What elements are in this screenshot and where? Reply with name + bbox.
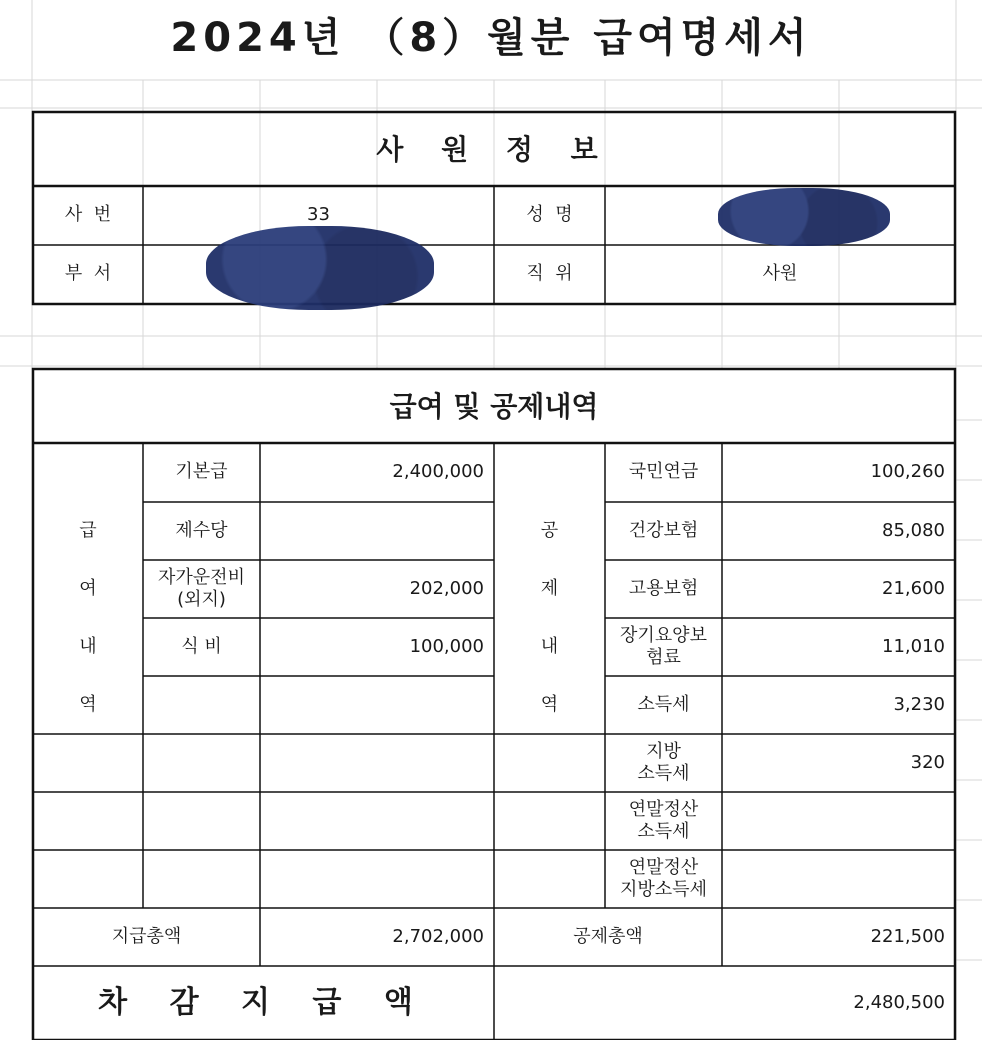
deductions-side-char: 제 (540, 577, 559, 599)
deductions-side-char: 역 (540, 693, 559, 715)
deduction-item-label: 장기요양보 험료 (620, 624, 707, 668)
earnings-item-label (143, 676, 260, 734)
earnings-side-char: 급 (79, 519, 97, 541)
deduction-item-amount: 3,230 (893, 693, 945, 715)
earnings-item-label: 제수당 (175, 519, 228, 541)
deduction-item-amount: 100,260 (870, 461, 945, 483)
deduction-item-label: 고용보험 (628, 577, 699, 599)
deduction-item-amount: 85,080 (882, 519, 945, 541)
position-value: 사원 (762, 263, 798, 285)
earnings-item-label (143, 792, 260, 850)
earnings-item-label (143, 850, 260, 908)
pay-section-header: 급여 및 공제내역 (389, 389, 599, 423)
earnings-side-char: 여 (79, 577, 97, 599)
earnings-side-char: 내 (79, 635, 97, 657)
page-title: 2024년 （8）월분 급여명세서 (170, 15, 812, 61)
redaction-mark-name (718, 188, 890, 246)
earnings-item-amount (260, 676, 494, 734)
position-label: 직 위 (526, 263, 573, 285)
employee-id-value: 33 (307, 204, 330, 226)
total-deduction-value: 221,500 (870, 925, 945, 947)
deduction-item-amount (722, 792, 955, 850)
deductions-side-char: 공 (540, 519, 559, 541)
deduction-item-label: 소득세 (637, 693, 690, 715)
department-label: 부 서 (64, 263, 112, 285)
name-label: 성 명 (526, 204, 573, 226)
deduction-item-amount: 21,600 (882, 577, 945, 599)
employee-id-label: 사 번 (64, 204, 112, 226)
earnings-item-amount: 2,400,000 (392, 461, 484, 483)
earnings-side-char: 역 (79, 693, 97, 715)
deductions-side-char: 내 (540, 635, 559, 657)
total-deduction-label: 공제총액 (573, 925, 643, 947)
employee-info-header: 사 원 정 보 (376, 132, 612, 166)
earnings-item-amount (260, 792, 494, 850)
deduction-item-amount: 11,010 (882, 635, 945, 657)
deduction-item-amount (722, 850, 955, 908)
earnings-item-label (143, 734, 260, 792)
deduction-item-amount: 320 (910, 751, 945, 773)
earnings-item-label: 식 비 (181, 635, 222, 657)
deduction-item-label: 건강보험 (628, 519, 699, 541)
net-pay-value: 2,480,500 (853, 991, 945, 1013)
earnings-item-label: 자가운전비 (외지) (158, 566, 245, 610)
deduction-item-label: 연말정산 소득세 (628, 798, 699, 842)
earnings-item-amount (260, 502, 494, 560)
deduction-item-label: 지방 소득세 (637, 740, 690, 784)
earnings-item-amount (260, 734, 494, 792)
earnings-item-amount (260, 850, 494, 908)
earnings-item-amount: 202,000 (409, 577, 484, 599)
deduction-item-label: 연말정산 지방소득세 (620, 856, 707, 900)
total-pay-value: 2,702,000 (392, 925, 484, 947)
total-pay-label: 지급총액 (111, 925, 182, 947)
deduction-item-label: 국민연금 (628, 461, 699, 483)
earnings-item-amount: 100,000 (409, 635, 484, 657)
redaction-mark-department (206, 226, 434, 310)
earnings-item-label: 기본급 (175, 461, 228, 483)
net-pay-label: 차 감 지 급 액 (98, 985, 429, 1021)
